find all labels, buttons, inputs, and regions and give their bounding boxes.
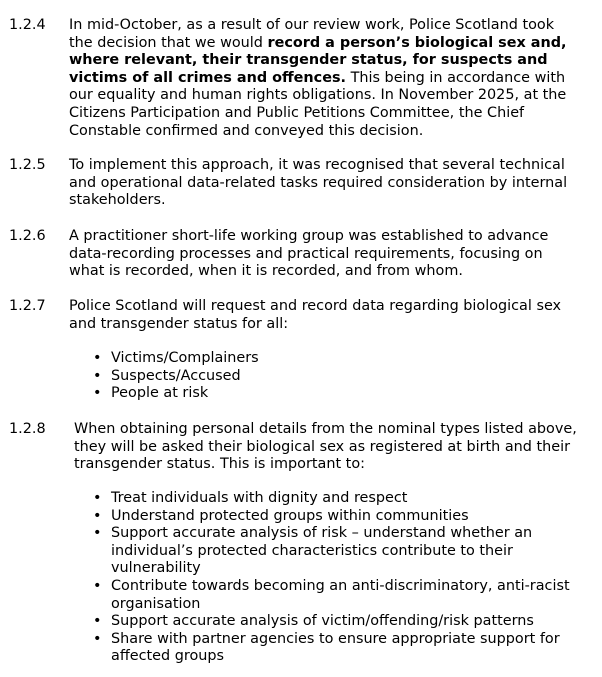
text-line: [69, 316, 589, 334]
text-run: our equality and human rights obligations. In November 2025, at the: [69, 87, 567, 104]
text-line: Support accurate analysis of risk – understand whether an: [111, 525, 533, 542]
bold-text-run: where relevant, their transgender status, for suspects and: [69, 52, 548, 69]
paragraph-number: 1.2.8: [9, 421, 46, 437]
bullet-list-1-2-8: [93, 490, 570, 666]
text-run: and transgender status for all:: [69, 315, 289, 332]
text-line: vulnerability: [111, 560, 201, 577]
text-line: [69, 298, 589, 316]
paragraph-number: 1.2.4: [9, 17, 46, 33]
text-line: Support accurate analysis of victim/offending/risk patterns: [111, 613, 534, 630]
paragraph-text: [74, 421, 594, 474]
text-run: data-recording processes and practical requirements, focusing on: [69, 245, 543, 262]
text-line: [74, 439, 594, 457]
list-item: [93, 525, 570, 578]
bullet-icon: •: [93, 525, 102, 542]
text-line: [69, 123, 589, 141]
bullet-icon: •: [93, 507, 102, 524]
paragraph-text: [69, 298, 589, 333]
text-line: organisation: [111, 595, 201, 612]
text-line: [69, 52, 589, 70]
text-line: Understand protected groups within communities: [111, 507, 469, 524]
bold-text-run: record a person’s biological sex and,: [267, 34, 567, 51]
text-line: [69, 35, 589, 53]
text-run: Constable confirmed and conveyed this decision.: [69, 122, 424, 139]
text-line: Contribute towards becoming an anti-discriminatory, anti-racist: [111, 577, 570, 594]
list-item: [93, 490, 570, 508]
text-line: [69, 87, 589, 105]
paragraph-number: 1.2.6: [9, 228, 46, 244]
text-run: Police Scotland will request and record data regarding biological sex: [69, 298, 562, 314]
list-item-text: [111, 578, 570, 613]
text-run: Citizens Participation and Public Petitions Committee, the Chief: [69, 104, 525, 121]
bold-text-run: victims of all crimes and offences.: [69, 69, 346, 86]
list-item: [93, 631, 570, 666]
paragraph-number: 1.2.7: [9, 298, 46, 314]
text-line: Treat individuals with dignity and respect: [111, 490, 408, 506]
bullet-icon: •: [93, 367, 102, 384]
list-item-text: [111, 368, 259, 386]
paragraph-number: 1.2.5: [9, 157, 46, 173]
text-line: [69, 263, 589, 281]
list-item: [93, 350, 259, 368]
text-line: [69, 175, 589, 193]
list-item: [93, 578, 570, 613]
paragraph-text: [69, 228, 589, 281]
bullet-icon: •: [93, 630, 102, 647]
list-item: [93, 508, 570, 526]
text-line: [69, 228, 589, 246]
text-line: [74, 421, 594, 439]
text-line: individual’s protected characteristics contribute to their: [111, 542, 513, 559]
text-run: what is recorded, when it is recorded, and from whom.: [69, 263, 463, 280]
text-line: affected groups: [111, 648, 224, 665]
text-line: [74, 456, 594, 474]
list-item-text: [111, 490, 570, 508]
text-run: they will be asked their biological sex as registered at birth and their: [74, 438, 571, 455]
list-item-text: [111, 613, 570, 631]
text-line: Victims/Complainers: [111, 350, 259, 366]
bullet-icon: •: [93, 490, 102, 506]
list-item-text: [111, 508, 570, 526]
list-item: [93, 385, 259, 403]
text-line: Suspects/Accused: [111, 367, 241, 384]
list-item: [93, 368, 259, 386]
list-item-text: [111, 525, 570, 578]
list-item: [93, 613, 570, 631]
text-run: transgender status. This is important to:: [74, 456, 365, 473]
list-item-text: [111, 385, 259, 403]
bullet-icon: •: [93, 613, 102, 630]
text-run: stakeholders.: [69, 192, 166, 209]
list-item-text: [111, 350, 259, 368]
text-line: [69, 17, 589, 35]
text-line: [69, 246, 589, 264]
text-line: [69, 157, 589, 175]
text-line: Share with partner agencies to ensure appropriate support for: [111, 630, 560, 647]
bullet-icon: •: [93, 350, 102, 366]
text-run: A practitioner short-life working group was established to advance: [69, 228, 549, 244]
text-run: This being in accordance with: [346, 69, 566, 86]
text-run: the decision that we would: [69, 34, 268, 51]
paragraph-text: [69, 157, 589, 210]
bullet-icon: •: [93, 577, 102, 594]
text-run: To implement this approach, it was recognised that several technical: [69, 157, 565, 173]
text-line: [69, 105, 589, 123]
text-line: [69, 192, 589, 210]
text-line: People at risk: [111, 385, 209, 402]
text-run: When obtaining personal details from the nominal types listed above,: [74, 421, 577, 437]
bullet-list-1-2-7: [93, 350, 259, 403]
text-run: In mid-October, as a result of our review work, Police Scotland took: [69, 17, 555, 33]
text-run: and operational data-related tasks required consideration by internal: [69, 174, 568, 191]
list-item-text: [111, 631, 570, 666]
bullet-icon: •: [93, 385, 102, 402]
paragraph-text: [69, 17, 589, 140]
text-line: [69, 70, 589, 88]
